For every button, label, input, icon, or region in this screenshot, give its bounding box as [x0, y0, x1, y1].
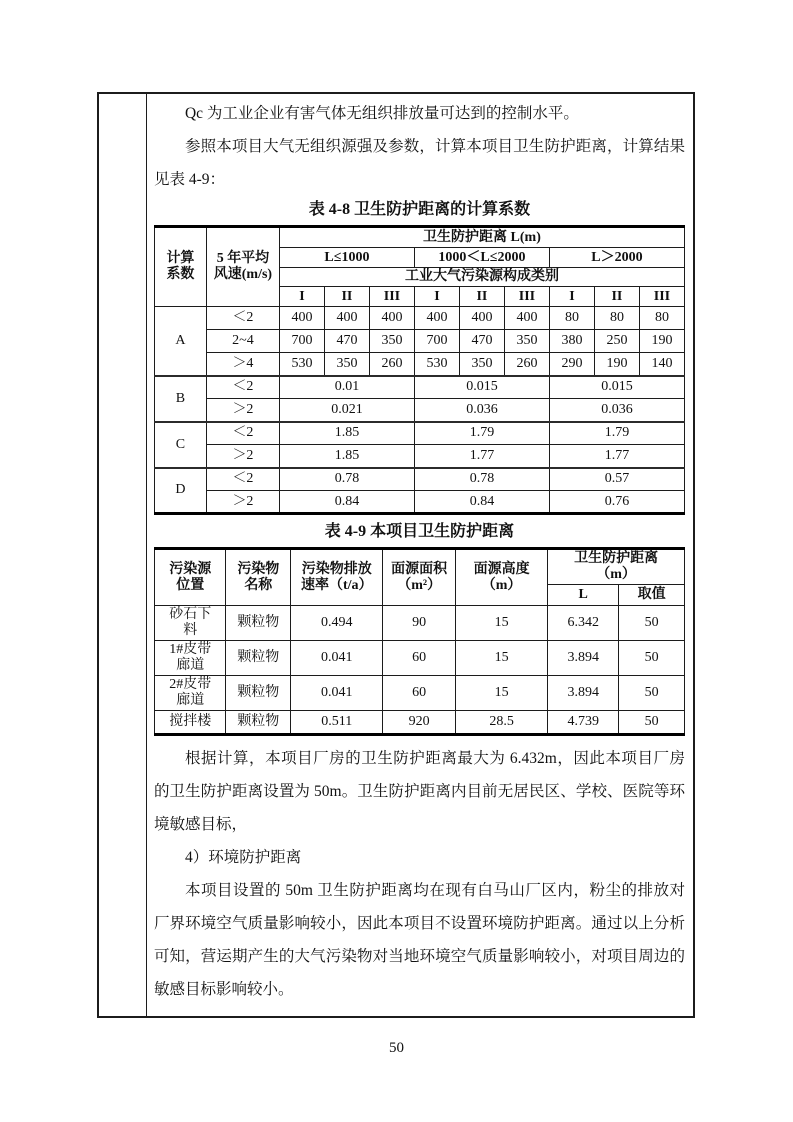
header-cell-class: II	[324, 287, 369, 307]
header-cell-category: 工业大气污染源构成类别	[279, 268, 684, 287]
cell-value: 290	[549, 353, 594, 376]
cell-height: 15	[455, 641, 547, 676]
cell-value: 190	[594, 353, 639, 376]
cell-value: 190	[639, 330, 684, 353]
cell-value: 470	[324, 330, 369, 353]
cell-coef-B: B	[154, 376, 206, 422]
table-row	[154, 606, 684, 641]
cell-wind: ＞4	[206, 353, 279, 376]
cell-value: 0.78	[279, 468, 414, 491]
cell-value: 1.85	[279, 422, 414, 445]
header-cell-class: I	[414, 287, 459, 307]
cell-value: 0.78	[414, 468, 549, 491]
cell-L: 3.894	[548, 676, 619, 711]
table-row	[154, 422, 684, 445]
cell-source: 砂石下 料	[154, 606, 226, 641]
table-4-8-title: 表 4-8 卫生防护距离的计算系数	[308, 201, 531, 218]
header-cell-source: 污染源 位置	[154, 549, 226, 606]
form-left-column	[99, 94, 147, 1016]
cell-value: 350	[459, 353, 504, 376]
cell-value: 0.015	[549, 376, 684, 399]
header-cell-pollutant: 污染物 名称	[226, 549, 291, 606]
form-frame	[97, 92, 695, 1018]
header-cell-class: III	[369, 287, 414, 307]
table-row	[154, 330, 684, 353]
cell-rate: 0.041	[291, 641, 383, 676]
cell-value: 0.84	[414, 491, 549, 514]
cell-L: 6.342	[548, 606, 619, 641]
header-cell-class: I	[549, 287, 594, 307]
table-4-9	[154, 547, 685, 736]
page-number: 50	[389, 1040, 404, 1056]
cell-value: 0.01	[279, 376, 414, 399]
cell-value: 1.79	[414, 422, 549, 445]
cell-value: 1.85	[279, 445, 414, 468]
cell-value: 260	[369, 353, 414, 376]
cell-value: 80	[639, 307, 684, 330]
cell-coef-D: D	[154, 468, 206, 514]
cell-value: 80	[594, 307, 639, 330]
table-row	[154, 399, 684, 422]
cell-coef-A: A	[154, 307, 206, 376]
table-row	[154, 549, 684, 585]
cell-wind: ＞2	[206, 445, 279, 468]
header-cell-class: III	[504, 287, 549, 307]
cell-value: 50	[619, 676, 685, 711]
cell-wind: 2~4	[206, 330, 279, 353]
cell-value: 530	[414, 353, 459, 376]
cell-value: 0.76	[549, 491, 684, 514]
paragraph-reference: 参照本项目大气无组织源强及参数，计算本项目卫生防护距离，计算结果见表 4-9：	[153, 138, 685, 188]
table-4-9-title: 表 4-9 本项目卫生防护距离	[324, 523, 515, 540]
paragraph-qc-definition: Qc 为工业企业有害气体无组织排放量可达到的控制水平。	[184, 105, 579, 122]
cell-area: 60	[383, 676, 456, 711]
cell-value: 400	[504, 307, 549, 330]
cell-value: 1.77	[549, 445, 684, 468]
header-cell-height: 面源高度 （m）	[455, 549, 547, 606]
cell-value: 0.036	[549, 399, 684, 422]
table-row	[154, 376, 684, 399]
cell-value: 50	[619, 641, 685, 676]
cell-value: 700	[279, 330, 324, 353]
header-cell-wind-speed: 5 年平均 风速(m/s)	[206, 227, 279, 307]
cell-value: 350	[324, 353, 369, 376]
header-cell-range: L≤1000	[279, 248, 414, 268]
cell-height: 28.5	[455, 711, 547, 735]
cell-wind: ＞2	[206, 491, 279, 514]
cell-wind: ＜2	[206, 376, 279, 399]
table-row	[154, 491, 684, 514]
paragraph-section-heading: 4）环境防护距离	[184, 849, 302, 866]
header-cell-class: II	[459, 287, 504, 307]
cell-value: 80	[549, 307, 594, 330]
cell-value: 530	[279, 353, 324, 376]
cell-pollutant: 颗粒物	[226, 606, 291, 641]
cell-value: 0.036	[414, 399, 549, 422]
cell-area: 90	[383, 606, 456, 641]
cell-pollutant: 颗粒物	[226, 641, 291, 676]
cell-pollutant: 颗粒物	[226, 711, 291, 735]
cell-value: 1.77	[414, 445, 549, 468]
cell-value: 350	[369, 330, 414, 353]
cell-value: 0.021	[279, 399, 414, 422]
cell-value: 470	[459, 330, 504, 353]
table-row	[154, 711, 684, 735]
cell-value: 260	[504, 353, 549, 376]
cell-value: 400	[414, 307, 459, 330]
cell-pollutant: 颗粒物	[226, 676, 291, 711]
cell-L: 3.894	[548, 641, 619, 676]
cell-value: 400	[324, 307, 369, 330]
table-row	[154, 641, 684, 676]
cell-wind: ＜2	[206, 468, 279, 491]
table-row	[154, 353, 684, 376]
table-row	[154, 445, 684, 468]
cell-rate: 0.041	[291, 676, 383, 711]
cell-value: 50	[619, 711, 685, 735]
cell-L: 4.739	[548, 711, 619, 735]
header-cell-distance: 卫生防护距离 L(m)	[279, 227, 684, 248]
table-row	[154, 468, 684, 491]
cell-value: 400	[279, 307, 324, 330]
cell-value: 700	[414, 330, 459, 353]
cell-wind: ＜2	[206, 422, 279, 445]
table-row	[154, 676, 684, 711]
header-cell-rate: 污染物排放 速率（t/a）	[291, 549, 383, 606]
cell-source: 1#皮带 廊道	[154, 641, 226, 676]
cell-area: 920	[383, 711, 456, 735]
header-cell-area: 面源面积 （m²）	[383, 549, 456, 606]
header-cell-coefficient: 计算 系数	[154, 227, 206, 307]
cell-value: 380	[549, 330, 594, 353]
form-content	[147, 94, 693, 1016]
paragraph-calculation-result: 根据计算，本项目厂房的卫生防护距离最大为 6.432m，因此本项目厂房的卫生防护距离设置为 50m。卫生防护距离内目前无居民区、学校、医院等环境敏感目标，	[153, 750, 685, 833]
cell-value: 400	[459, 307, 504, 330]
table-row	[154, 227, 684, 248]
cell-value: 400	[369, 307, 414, 330]
cell-wind: ＜2	[206, 307, 279, 330]
cell-height: 15	[455, 606, 547, 641]
header-cell-L: L	[548, 585, 619, 606]
cell-value: 50	[619, 606, 685, 641]
cell-value: 250	[594, 330, 639, 353]
cell-wind: ＞2	[206, 399, 279, 422]
cell-height: 15	[455, 676, 547, 711]
table-row	[154, 307, 684, 330]
cell-source: 搅拌楼	[154, 711, 226, 735]
cell-source: 2#皮带 廊道	[154, 676, 226, 711]
cell-value: 1.79	[549, 422, 684, 445]
header-cell-class: III	[639, 287, 684, 307]
header-cell-range: L＞2000	[549, 248, 684, 268]
cell-value: 140	[639, 353, 684, 376]
header-cell-value: 取值	[619, 585, 685, 606]
table-4-8	[154, 225, 685, 515]
cell-area: 60	[383, 641, 456, 676]
cell-coef-C: C	[154, 422, 206, 468]
paragraph-conclusion: 本项目设置的 50m 卫生防护距离均在现有白马山厂区内，粉尘的排放对厂界环境空气质量影响较小，因此本项目不设置环境防护距离。通过以上分析可知，营运期产生的大气污染物对当地环境空气质量影响较小，对项目周边的敏感目标影响较小。	[153, 882, 685, 998]
header-cell-distance: 卫生防护距离 （m）	[548, 549, 685, 585]
cell-value: 350	[504, 330, 549, 353]
header-cell-range: 1000＜L≤2000	[414, 248, 549, 268]
header-cell-class: II	[594, 287, 639, 307]
cell-rate: 0.511	[291, 711, 383, 735]
header-cell-class: I	[279, 287, 324, 307]
cell-value: 0.84	[279, 491, 414, 514]
cell-value: 0.015	[414, 376, 549, 399]
cell-value: 0.57	[549, 468, 684, 491]
cell-rate: 0.494	[291, 606, 383, 641]
